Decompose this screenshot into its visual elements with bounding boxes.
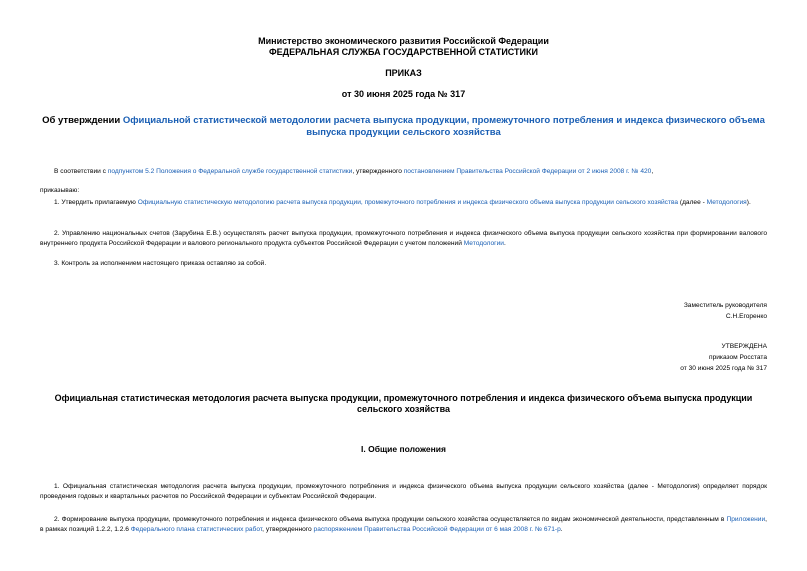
item-1-text-2: (далее -: [678, 199, 707, 206]
item-3: 3. Контроль за исполнением настоящего приказа оставляю за собой.: [54, 260, 267, 267]
item-2-methodology-link[interactable]: Методологии: [463, 239, 504, 247]
preamble-text-3: ,: [651, 168, 654, 175]
item-1-text-3: ).: [746, 199, 751, 206]
sec-p2-text-1: 2. Формирование выпуска продукции, промежуточного потребления и индекса физического объема выпуска продукции сельского хозяйства осуществляется по видам экономической деятельности, представленным в: [54, 516, 727, 523]
order-date: от 30 июня 2025 года № 317: [341, 89, 466, 99]
item-2-text-1: 2. Управлению национальных счетов (Зарубина Е.В.) осуществлять расчет выпуска продукции, промежуточного потребления и индекса физического объема выпуска продукции сельского хозяйства при формировании валового внутреннего продукта Российской Федерации и валового регионального продукта субъектов Российской Федерации с учетом положений: [40, 230, 767, 247]
item-1-short-link[interactable]: Методология: [706, 199, 747, 206]
section-heading: I. Общие положения: [361, 444, 446, 454]
service-name: ФЕДЕРАЛЬНАЯ СЛУЖБА ГОСУДАРСТВЕННОЙ СТАТИСТИКИ: [269, 47, 538, 57]
ministry-name: Министерство экономического развития Российской Федерации: [258, 36, 549, 46]
sec-p2-text-2: , в рамках позиций 1.2.2, 1.2.6: [40, 516, 767, 533]
doc-type: ПРИКАЗ: [385, 68, 422, 78]
title-prefix: Об утверждении: [42, 115, 123, 126]
signature-name: С.Н.Егоренко: [725, 313, 767, 320]
item-2: [40, 229, 767, 248]
sec-p2-text-3: , утвержденного: [262, 525, 314, 533]
item-1-text-1: 1. Утвердить прилагаемую: [54, 199, 138, 206]
appendix-link[interactable]: Приложении: [726, 516, 766, 523]
item-1: [40, 198, 767, 208]
item-2-text-2: .: [503, 239, 506, 247]
order-word: приказываю:: [40, 187, 80, 194]
item-1-methodology-link[interactable]: Официальную статистическую методологию расчета выпуска продукции, промежуточного потребления и индекса физического объема выпуска продукции сельского хозяйства: [137, 199, 679, 206]
government-decree-link[interactable]: постановлением Правительства Российской Федерации от 2 июня 2008 г. № 420: [403, 168, 652, 175]
order-title: [40, 115, 767, 139]
title-methodology-link[interactable]: Официальной статистической методологии расчета выпуска продукции, промежуточного потребления и индекса физического объема выпуска продукции сельского хозяйства: [122, 115, 765, 138]
approved-label: УТВЕРЖДЕНА: [721, 343, 767, 350]
regulation-link[interactable]: подпунктом 5.2 Положения о Федеральной службе государственной статистики: [107, 168, 353, 175]
document-title: Официальная статистическая методология расчета выпуска продукции, промежуточного потребления и индекса физического объема выпуска продукции сельского хозяйства: [54, 393, 753, 414]
preamble-text-2: , утвержденного: [352, 168, 404, 175]
federal-plan-link[interactable]: Федерального плана статистических работ: [130, 525, 263, 533]
section-paragraph-2: [40, 515, 767, 534]
preamble-text-1: В соответствии с: [54, 168, 108, 175]
approved-date: от 30 июня 2025 года № 317: [680, 365, 767, 372]
section-paragraph-1: 1. Официальная статистическая методология расчета выпуска продукции, промежуточного потребления и индекса физического объема выпуска продукции сельского хозяйства (далее - Методология) определяет порядок проведения годовых и квартальных расчетов по Российской Федерации и субъектам Российской Федерации.: [40, 483, 767, 500]
signature-position: Заместитель руководителя: [683, 302, 767, 309]
government-order-link[interactable]: распоряжением Правительства Российской Федерации от 6 мая 2008 г. № 671-р: [313, 525, 561, 533]
preamble: [54, 167, 774, 177]
sec-p2-text-4: .: [560, 525, 563, 533]
approved-by: приказом Росстата: [709, 354, 767, 361]
